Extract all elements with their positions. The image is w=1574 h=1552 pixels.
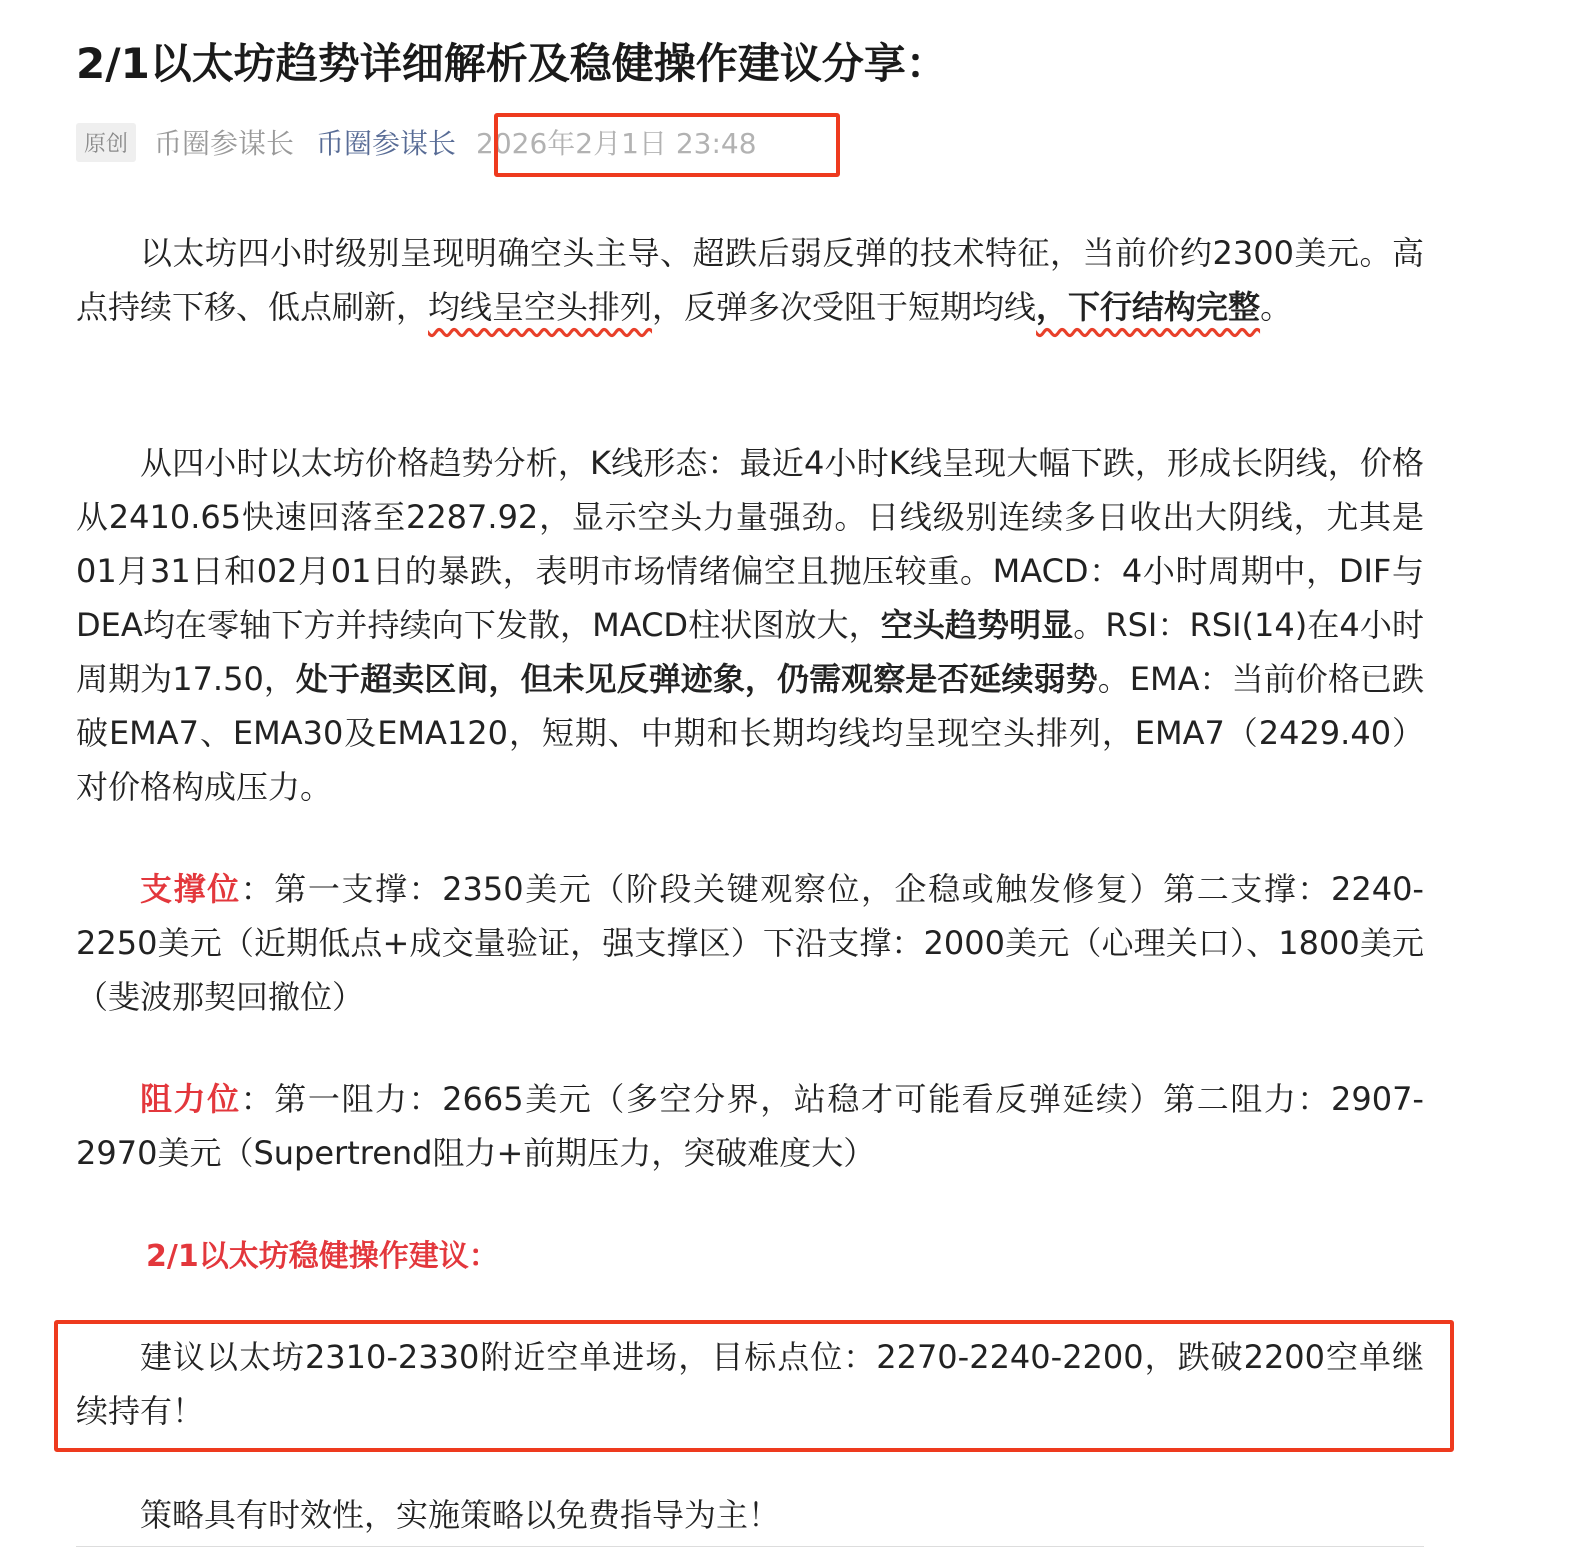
resistance-text: ：第一阻力：2665美元（多空分界，站稳才可能看反弹延续）第二阻力：2907-2970美元（Supertrend阻力+前期压力，突破难度大） xyxy=(76,1080,1424,1172)
resistance-label: 阻力位 xyxy=(140,1080,241,1118)
original-badge: 原创 xyxy=(76,123,136,162)
support-text: ：第一支撑：2350美元（阶段关键观察位，企稳或触发修复）第二支撑：2240-2250美元（近期低点+成交量验证，强支撑区）下沿支撑：2000美元（心理关口）、1800美元（斐波那契回撤位） xyxy=(76,870,1424,1016)
analysis-text-1: 从四小时以太坊价格趋势分析，K线形态：最近4小时K线呈现大幅下跌，形成长阴线，价格从2410.65快速回落至2287.92，显示空头力量强劲。日线级别连续多日收出大阴线，尤其是01月31日和02月01日的暴跌，表明市场情绪偏空且抛压较重。MACD：4小时周期中，DIF与DEA均在零轴下方并持续向下发散，MACD柱状图放大， xyxy=(76,444,1424,644)
author-name: 币圈参谋长 xyxy=(154,127,295,160)
article-meta xyxy=(76,118,757,166)
publish-date: 2026年2月1日 23:48 xyxy=(476,127,757,160)
paragraph-support xyxy=(76,862,1424,1024)
overview-highlight-ma: 均线呈空头排列 xyxy=(428,288,653,326)
account-link[interactable]: 币圈参谋长 xyxy=(316,127,457,160)
analysis-bold-trend: 空头趋势明显 xyxy=(880,606,1074,644)
paragraph-advice: 建议以太坊2310-2330附近空单进场，目标点位：2270-2240-2200，跌破2200空单继续持有！ xyxy=(76,1338,1424,1430)
paragraph-analysis xyxy=(76,436,1424,814)
overview-highlight-structure: ，下行结构完整 xyxy=(1036,288,1261,326)
divider xyxy=(76,1546,1424,1547)
overview-text-2: ，反弹多次受阻于短期均线 xyxy=(652,288,1037,326)
overview-text-1: 以太坊四小时级别呈现明确空头主导、超跌后弱反弹的技术特征，当前价约2300美元。高点持续下移、低点刷新， xyxy=(76,234,1424,326)
support-label: 支撑位 xyxy=(140,870,241,908)
paragraph-resistance xyxy=(76,1072,1424,1180)
article-title: 2/1以太坊趋势详细解析及稳健操作建议分享： xyxy=(76,39,948,88)
advice-heading: 2/1以太坊稳健操作建议： xyxy=(146,1239,499,1274)
paragraph-overview xyxy=(76,226,1424,334)
analysis-text-3: 。EMA：当前价格已跌破EMA7、EMA30及EMA120，短期、中期和长期均线均呈现空头排列，EMA7（2429.40）对价格构成压力。 xyxy=(76,660,1424,806)
analysis-text-2: 。RSI：RSI(14)在4小时周期为17.50， xyxy=(76,606,1424,698)
overview-text-3: 。 xyxy=(1260,288,1293,326)
analysis-bold-rsi: 处于超卖区间，但未见反弹迹象，仍需观察是否延续弱势 xyxy=(295,660,1098,698)
paragraph-footer: 策略具有时效性，实施策略以免费指导为主！ xyxy=(140,1496,781,1534)
